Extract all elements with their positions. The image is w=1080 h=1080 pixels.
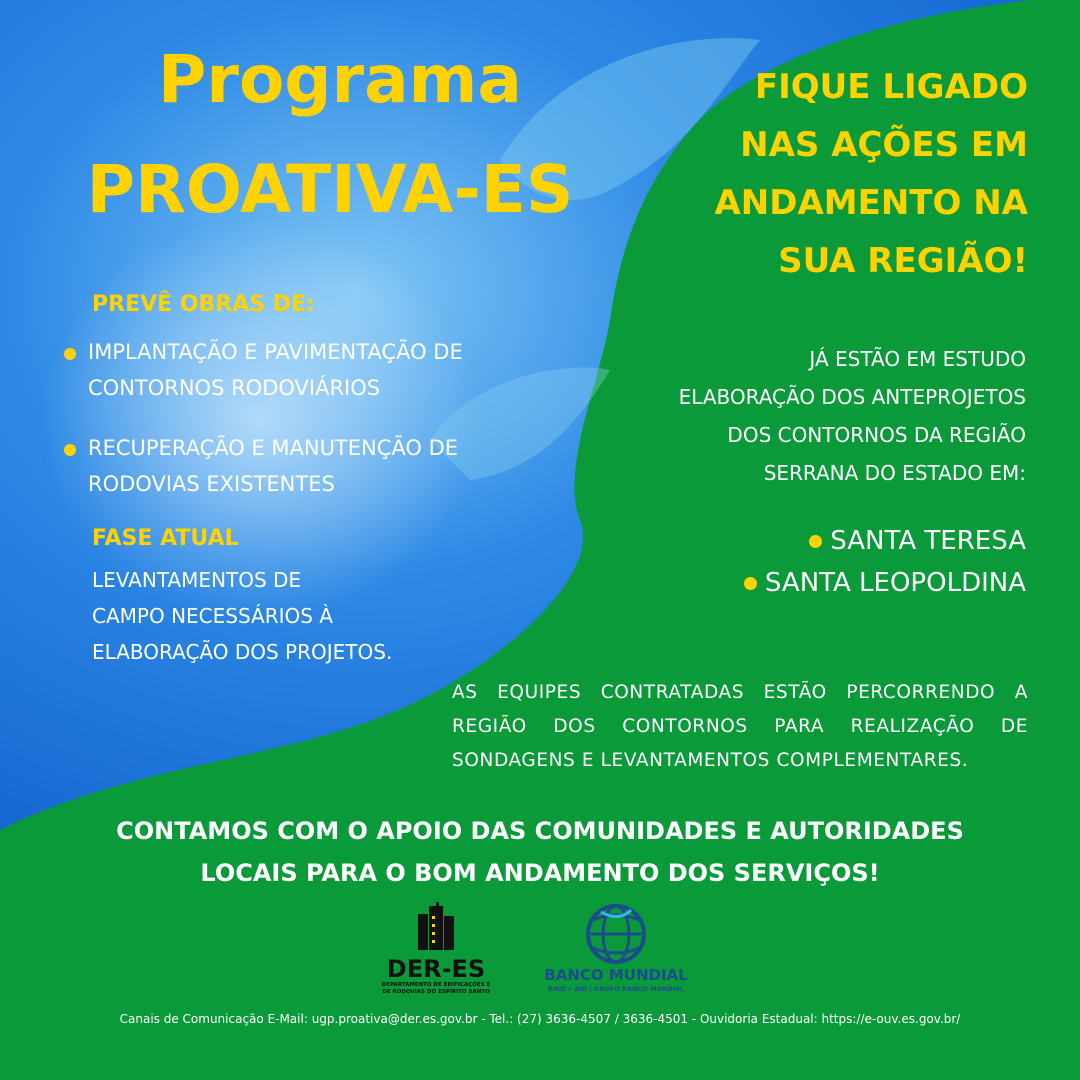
bank-name: BANCO MUNDIAL [544,966,688,984]
bank-subtitle: BIRD • AID | GRUPO BANCO MUNDIAL [547,985,685,993]
support-line: LOCAIS PARA O BOM ANDAMENTO DOS SERVIÇOS! [200,859,880,887]
works-item [64,430,544,502]
program-title: Programa [158,41,522,118]
phase-text-line: CAMPO NECESSÁRIOS À [92,604,333,628]
globe-icon [581,900,651,966]
phase-text [92,562,392,670]
bullet-icon [64,444,76,456]
light-glow [40,220,480,620]
der-subtitle-line: DEPARTAMENTO DE EDIFICAÇÕES E [381,982,491,988]
phase-label: FASE ATUAL [92,526,239,551]
footer-contacts: Canais de Comunicação E-Mail: ugp.proativa@der.es.gov.br - Tel.: (27) 3636-4507 / 3636-4501 - Ouvidoria Estadual: https://e-ouv.es.gov.br/ [119,1012,961,1026]
der-es-logo [380,900,492,1005]
der-building-icon [380,900,492,952]
study-text [556,340,1026,492]
works-item-line: RECUPERAÇÃO E MANUTENÇÃO DE [88,436,459,460]
der-subtitle [380,982,492,996]
study-line: DOS CONTORNOS DA REGIÃO [727,423,1026,447]
headline-line: NAS AÇÕES EM [740,125,1028,165]
works-item [64,334,544,406]
city-name: SANTA TERESA [830,526,1026,556]
bullet-icon [809,535,822,548]
city-item [626,562,1026,604]
works-item-line: IMPLANTAÇÃO E PAVIMENTAÇÃO DE [88,340,463,364]
headline-line: FIQUE LIGADO [754,67,1028,107]
program-name: PROATIVA-ES [86,151,574,228]
phase-text-line: ELABORAÇÃO DOS PROJETOS. [92,640,393,664]
study-line: JÁ ESTÃO EM ESTUDO [809,347,1026,371]
city-item [626,520,1026,562]
der-subtitle-line: DE RODOVIAS DO ESPÍRITO SANTO [382,989,490,995]
headline [588,58,1028,290]
banco-mundial-logo [528,900,704,1005]
support-message [40,810,1040,894]
der-name: DER-ES [386,955,486,983]
works-item-line: RODOVIAS EXISTENTES [88,472,335,496]
works-item-line: CONTORNOS RODOVIÁRIOS [88,376,381,400]
study-line: ELABORAÇÃO DOS ANTEPROJETOS [678,385,1026,409]
works-label: PREVÊ OBRAS DE: [92,292,315,317]
phase-text-line: LEVANTAMENTOS DE [92,568,302,592]
bullet-icon [64,348,76,360]
study-line: SERRANA DO ESTADO EM: [763,461,1026,485]
bullet-icon [744,577,757,590]
headline-line: SUA REGIÃO! [778,241,1028,281]
headline-line: ANDAMENTO NA [714,183,1028,223]
teams-text: AS EQUIPES CONTRATADAS ESTÃO PERCORRENDO A REGIÃO DOS CONTORNOS PARA REALIZAÇÃO DE SONDAGENS E LEVANTAMENTOS COMPLEMENTARES. [452,682,1028,771]
city-name: SANTA LEOPOLDINA [764,568,1026,598]
support-line: CONTAMOS COM O APOIO DAS COMUNIDADES E AUTORIDADES [116,817,964,845]
city-list [626,520,1026,604]
